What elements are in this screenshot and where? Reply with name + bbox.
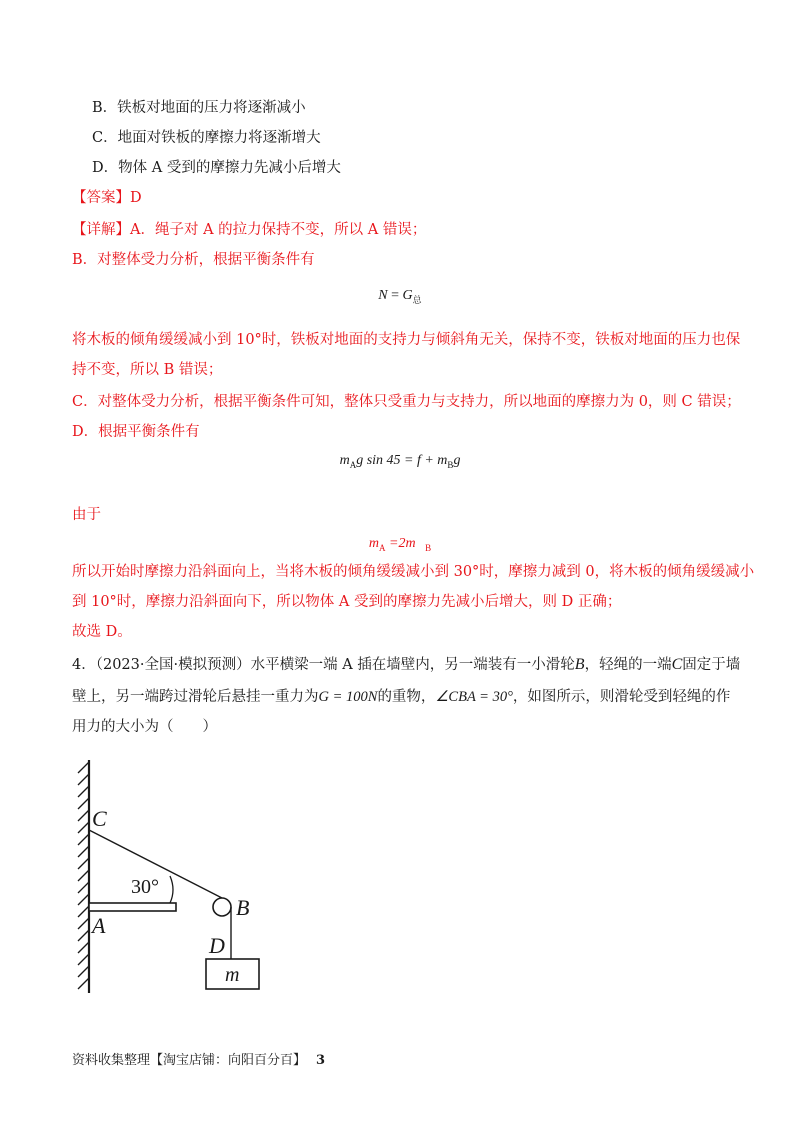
angle-label: 30° [131, 876, 159, 898]
option-b: B．铁板对地面的压力将逐渐减小 [92, 100, 306, 116]
detail-c: C．对整体受力分析，根据平衡条件可知，整体只受重力与支持力，所以地面的摩擦力为 0，则 C 错误； [72, 394, 741, 410]
option-d: D．物体 A 受到的摩擦力先减小后增大 [92, 160, 341, 176]
equation-normal-force: $N = G_总$ [378, 288, 422, 305]
option-c: C．地面对铁板的摩擦力将逐渐增大 [92, 130, 321, 146]
detail-a: 【详解】A．绳子对 A 的拉力保持不变，所以 A 错误； [72, 222, 427, 238]
since-label: 由于 [72, 507, 101, 523]
label-a: A [92, 913, 106, 938]
detail-d-para-2: 到 10°时，摩擦力沿斜面向下，所以物体 A 受到的摩擦力先减小后增大，则 D 正确； [72, 594, 622, 610]
wall [78, 760, 89, 993]
detail-d-para-1: 所以开始时摩擦力沿斜面向上，当将木板的倾角缓缓减小到 30°时，摩擦力减到 0，将木板的倾角缓缓减小 [72, 564, 755, 580]
detail-d: D．根据平衡条件有 [72, 424, 200, 440]
label-d: D [209, 933, 225, 958]
label-b: B [236, 895, 250, 920]
detail-b-para-1: 将木板的倾角缓缓减小到 10°时，铁板对地面的支持力与倾斜角无关，保持不变，铁板对地面的压力也保 [72, 332, 741, 348]
question-line-1: 4．（2023·全国·模拟预测）水平横梁一端 A 插在墙壁内，另一端装有一小滑轮B，轻绳的一端C固定于墙 [72, 656, 741, 673]
question-line-3: 用力的大小为（ ） [72, 719, 217, 735]
detail-b-para-2: 持不变，所以 B 错误； [72, 362, 223, 378]
answer-value: D [130, 190, 142, 206]
equation-balance: $m_Ag$ $\sin 45 = f + m_Bg$ [339, 453, 461, 470]
beam [89, 903, 176, 911]
angle-arc [170, 876, 173, 903]
equation-mass-ratio: $m_A =2m$ $_B$ [368, 536, 432, 553]
detail-b: B．对整体受力分析，根据平衡条件有 [72, 252, 315, 268]
answer-tag: 【答案】 [72, 190, 130, 206]
conclusion: 故选 D。 [72, 624, 132, 640]
label-m: m [225, 964, 240, 986]
footer-text: 资料收集整理【淘宝店铺：向阳百分百】 [72, 1053, 307, 1068]
question-line-2: 壁上，另一端跨过滑轮后悬挂一重力为G = 100N的重物，∠CBA = 30°，如图所示，则滑轮受到轻绳的作 [72, 689, 731, 705]
label-c: C [92, 806, 107, 831]
pulley-wheel [213, 898, 231, 916]
page-number: 3 [316, 1053, 326, 1068]
footer [72, 1049, 325, 1068]
